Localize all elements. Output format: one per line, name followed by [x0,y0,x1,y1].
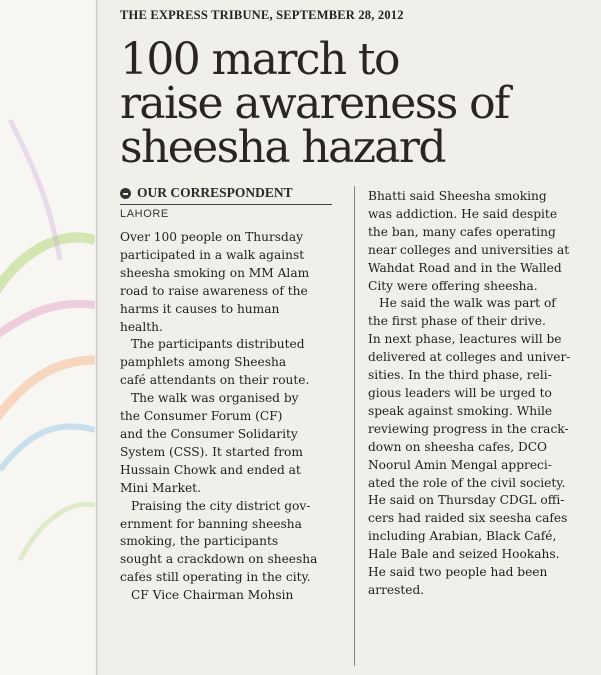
newspaper-clipping [106,0,601,675]
paragraph: The participants distributed pamphlets among Sheesha café attendants on their route. [120,337,310,388]
paragraph: CF Vice Chairman Mohsin [130,588,294,603]
side-caption-scan-artifact [92,30,106,170]
dateline: THE EXPRESS TRIBUNE, SEPTEMBER 28, 2012 [120,8,404,22]
article-column-left [120,229,346,605]
paragraph: He said the walk was part of the first phase of their drive. In next phase, leactures will be delivered at colleges and univer- sities. In the third phase, reli- gious leaders will be urged to speak against smoking. While reviewing progress in the crack- down on sheesha cafes, DCO Noorul Amin Mengal appreci- ated the role of the civil society. He said on Thursday CDGL offi- cers had raided six seesha cafes including Arabian, Black Café, Hale Bale and seized Hookahs. He said two people had been arrested. [368,296,571,597]
paragraph: Over 100 people on Thursday participated in a walk against sheesha smoking on MM Alam road to raise awareness of the harms it causes to human health. [120,230,310,334]
paragraph: Bhatti said Sheesha smoking was addiction. He said despite the ban, many cafes operating near colleges and universities at Wahdat Road and in the Walled City were offering sheesha. [368,189,570,293]
article-column-right [368,188,596,600]
column-divider [354,186,355,666]
byline [120,185,293,201]
byline-text: OUR CORRESPONDENT [137,185,293,200]
location-tag: LAHORE [120,208,169,220]
page-edge-decoration [0,0,95,675]
byline-marker-icon [120,188,131,199]
paragraph: Praising the city district gov- ernment for banning sheesha smoking, the participants sought a crackdown on sheesha cafes still operating in the city. [120,498,318,585]
headline: 100 march to raise awareness of sheesha hazard [120,34,509,173]
byline-rule [120,204,332,205]
paragraph: The walk was organised by the Consumer Forum (CF) and the Consumer Solidarity System (CSS). It started from Hussain Chowk and ended at Mini Market. [120,391,303,495]
